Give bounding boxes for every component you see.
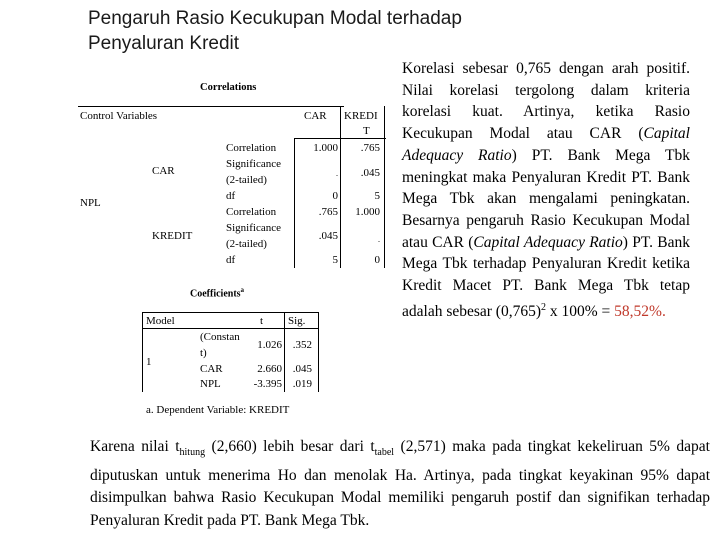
table-rule [340,106,341,268]
coef-row-name: NPL [200,378,221,390]
kredit-kredit-df: 0 [374,254,380,266]
text-run: Korelasi sebesar 0,765 dengan arah positif. Nilai korelasi tergolong dalam kriteria korelasi kuat. Artinya, ketika Rasio Kecukupan Modal atau CAR ( [402,60,690,143]
stat-label: (2-tailed) [226,238,267,250]
stat-label: df [226,254,236,266]
col-model-header: Model [146,315,175,327]
coef-sig-value: .019 [292,378,312,390]
stat-label: df [226,190,236,202]
text-run: ) PT. Bank Mega Tbk meningkat maka Penyaluran Kredit PT. Bank Mega Tbk akan mengalami peningkatan. Besarnya pengaruh Rasio Kecukupan Modal atau CAR ( [402,146,690,251]
coef-t-value: 2.660 [257,363,282,375]
car-kredit-sig-2tailed: .045 [360,167,380,179]
conclusion-paragraph [90,436,710,532]
table-rule [78,106,344,107]
coefficients-caption: Coefficients$^a$ [190,286,245,300]
table-rule [142,312,318,313]
coefficients-table [142,312,320,394]
table-rule [294,138,295,268]
table-rule [318,312,319,392]
coef-row-name-cont: t) [200,347,207,359]
coef-sig-value: .352 [292,339,312,351]
title-line-1: Pengaruh Rasio Kecukupan Modal terhadap [88,8,462,29]
kredit-car-df: 5 [332,254,338,266]
coef-t-value: -3.395 [253,378,282,390]
dot-marker: . [378,235,380,244]
text-run: x 100% = [546,302,615,320]
stat-label: Significance [226,158,281,170]
car-kredit-correlation: .765 [360,142,380,154]
text-run: ) PT. Bank Mega Tbk terhadap Penyaluran Kredit ketika Kredit Macet PT. Bank Mega Tbk tetap adalah sebesar (0,765) [402,233,690,320]
subscript-hitung: hitung [179,447,206,459]
text-run: (2,660) lebih besar dari t [205,438,375,455]
model-number: 1 [146,356,152,368]
col-kredit-header-1: KREDI [344,110,378,122]
car-car-df: 0 [332,190,338,202]
car-kredit-df: 5 [374,190,380,202]
stat-label: (2-tailed) [226,174,267,186]
coef-row-name: (Constan [200,331,240,343]
text-run: Karena nilai t [90,438,180,455]
coef-row-name: CAR [200,363,223,375]
italic-term: Capital Adequacy Ratio [473,233,623,251]
slide-title [88,6,648,56]
kredit-kredit-correlation: 1.000 [355,206,380,218]
coef-sig-value: .045 [292,363,312,375]
col-kredit-header-2: T [363,125,370,137]
col-t-header: t [260,315,264,327]
row-variable-kredit: KREDIT [152,230,193,242]
kredit-car-correlation: .765 [318,206,338,218]
italic-term: Capital Adequacy Ratio [402,125,690,164]
title-line-2: Penyaluran Kredit [88,33,240,54]
exponent: 2 [541,301,547,313]
coef-t-value: 1.026 [257,339,282,351]
correlation-explanation [402,58,690,323]
correlations-caption: Correlations [200,82,257,93]
table-rule [284,312,285,392]
result-highlight: 58,52%. [614,302,666,320]
table-rule [142,312,143,392]
subscript-tabel: tabel [374,447,395,459]
col-car-header: CAR [304,110,327,122]
row-variable-car: CAR [152,165,175,177]
kredit-car-sig-2tailed: .045 [318,230,338,242]
car-car-correlation: 1.000 [313,142,338,154]
table-rule [384,106,385,268]
correlations-table [78,106,388,270]
control-variables-header: Control Variables [80,110,158,122]
stat-label: Correlation [226,206,277,218]
dot-marker: . [336,169,338,178]
col-sig-header: Sig. [288,315,306,327]
text-run: (2,571) maka pada tingkat kekeliruan 5% dapat diputuskan untuk menerima Ho dan menolak Ha. Artinya, pada tingkat keyakinan 95% dapat disimpulkan bahwa Rasio Kecukupan Modal memiliki pengaruh postif dan signifikan terhadap Penyaluran Kredit pada PT. Bank Mega Tbk. [90,438,710,529]
stat-label: Correlation [226,142,277,154]
stat-label: Significance [226,222,281,234]
table-rule [142,328,318,329]
coefficients-footnote: a. Dependent Variable: KREDIT [146,404,290,416]
control-variable-npl: NPL [80,197,101,209]
